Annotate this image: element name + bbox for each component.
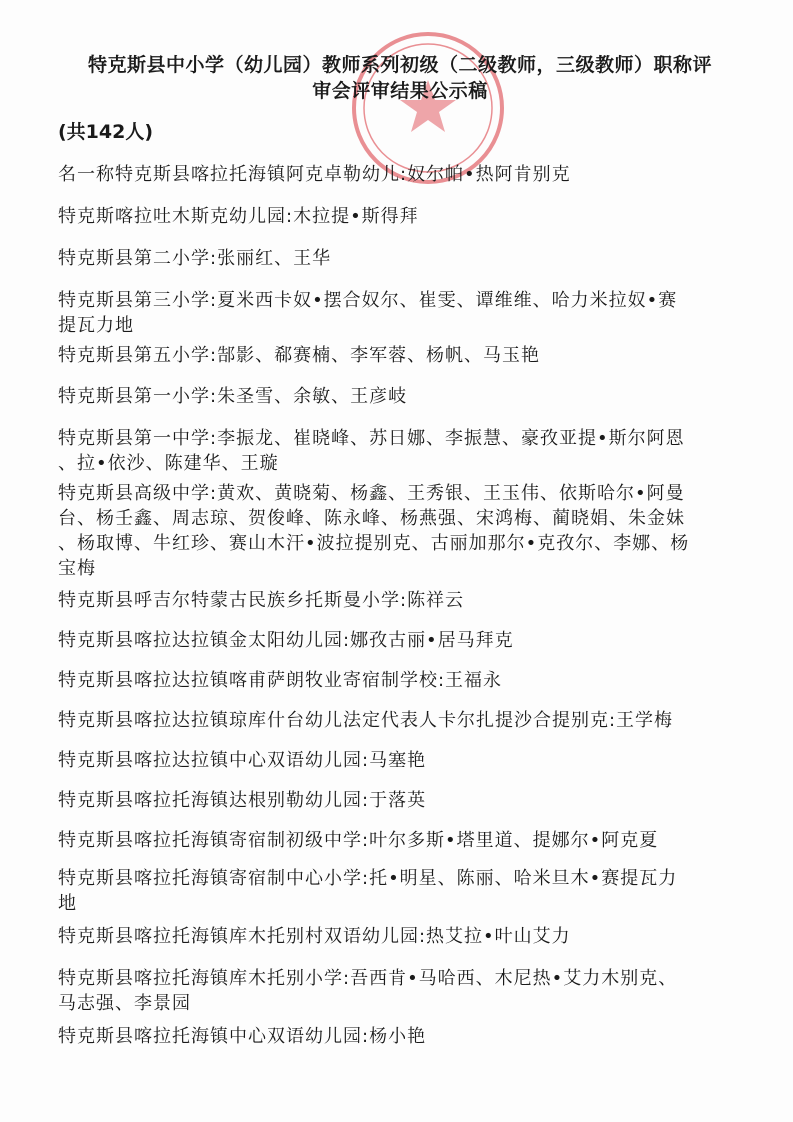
list-item [58, 426, 758, 476]
entry-line: 特克斯县第五小学:郜影、郗赛楠、李军蓉、杨帆、马玉艳 [58, 345, 541, 366]
entry-line: 特克斯县喀拉达拉镇琼库什台幼儿法定代表人卡尔扎提沙合提别克:王学梅 [58, 710, 674, 731]
list-item [58, 748, 758, 773]
entry-line: 台、杨壬鑫、周志琼、贺俊峰、陈永峰、杨燕强、宋鸿梅、蔺晓娟、朱金妹 [58, 508, 685, 529]
list-item [58, 588, 758, 613]
list-item [58, 162, 758, 187]
entry-line: 特克斯县喀拉达拉镇中心双语幼儿园:马塞艳 [58, 750, 427, 771]
list-item [58, 708, 758, 733]
entry-line: 地 [58, 893, 77, 914]
list-item [58, 866, 758, 916]
list-item [58, 966, 758, 1016]
list-item [58, 288, 758, 338]
list-item [58, 246, 758, 271]
entry-line: 宝梅 [58, 558, 96, 579]
entry-line: 名一称特克斯县喀拉托海镇阿克卓勒幼儿:奴尔帕•热阿肯别克 [58, 164, 571, 185]
entry-line: 特克斯县第二小学:张丽红、王华 [58, 248, 332, 269]
document-title-line1: 特克斯县中小学（幼儿园）教师系列初级（二级教师，三级教师）职称评 [87, 54, 712, 76]
list-item [58, 204, 758, 229]
list-item [58, 668, 758, 693]
total-count: (共142人) [58, 121, 154, 143]
list-item [58, 924, 758, 949]
entry-line: 特克斯县高级中学:黄欢、黄晓菊、杨鑫、王秀银、王玉伟、依斯哈尔•阿曼 [58, 483, 685, 504]
entry-line: 特克斯县喀拉托海镇中心双语幼儿园:杨小艳 [58, 1026, 427, 1047]
document-title-line2: 审会评审结果公示稿 [312, 80, 488, 102]
list-item [58, 343, 758, 368]
entry-line: 特克斯县第三小学:夏米西卡奴•摆合奴尔、崔雯、谭维维、哈力米拉奴•赛 [58, 290, 678, 311]
entry-line: 特克斯县喀拉达拉镇金太阳幼儿园:娜孜古丽•居马拜克 [58, 630, 514, 651]
entry-line: 特克斯县喀拉托海镇寄宿制初级中学:叶尔多斯•塔里道、提娜尔•阿克夏 [58, 830, 659, 851]
entry-line: 特克斯县喀拉托海镇寄宿制中心小学:托•明星、陈丽、哈米旦木•赛提瓦力 [58, 868, 678, 889]
entry-line: 提瓦力地 [58, 315, 134, 336]
entry-line: 特克斯县喀拉托海镇达根别勒幼儿园:于落英 [58, 790, 427, 811]
entry-line: 特克斯喀拉吐木斯克幼儿园:木拉提•斯得拜 [58, 206, 419, 227]
list-item [58, 1024, 758, 1049]
entry-line: 马志强、李景园 [58, 993, 191, 1014]
entry-line: 特克斯县喀拉托海镇库木托别村双语幼儿园:热艾拉•叶山艾力 [58, 926, 571, 947]
list-item [58, 384, 758, 409]
list-item [58, 828, 758, 853]
entry-line: 、杨取博、牛红珍、赛山木汗•波拉提别克、古丽加那尔•克孜尔、李娜、杨 [58, 533, 690, 554]
list-item [58, 788, 758, 813]
entry-line: 特克斯县第一中学:李振龙、崔晓峰、苏日娜、李振慧、豪孜亚提•斯尔阿恩 [58, 428, 685, 449]
entry-line: 特克斯县喀拉托海镇库木托别小学:吾西肯•马哈西、木尼热•艾力木别克、 [58, 968, 678, 989]
list-item [58, 481, 758, 581]
list-item [58, 628, 758, 653]
entry-line: 特克斯县呼吉尔特蒙古民族乡托斯曼小学:陈祥云 [58, 590, 465, 611]
entry-line: 特克斯县喀拉达拉镇喀甫萨朗牧业寄宿制学校:王福永 [58, 670, 503, 691]
entry-line: 、拉•依沙、陈建华、王璇 [58, 453, 279, 474]
entry-line: 特克斯县第一小学:朱圣雪、余敏、王彦岐 [58, 386, 408, 407]
